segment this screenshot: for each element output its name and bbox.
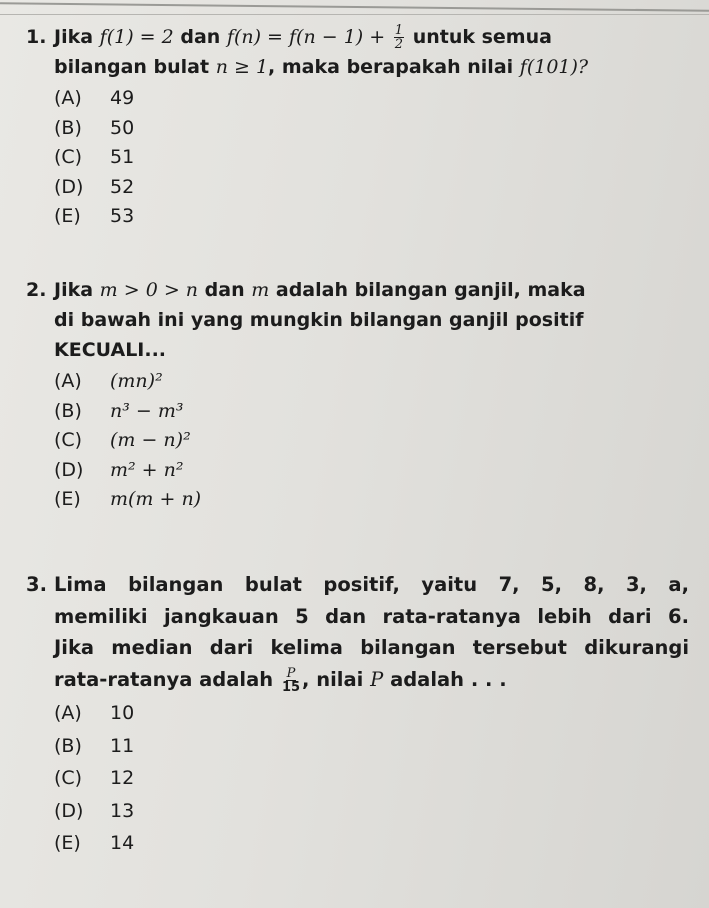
question-stem-line-2: memiliki jangkauan 5 dan rata-ratanya lebih dari 6. — [54, 604, 689, 628]
question-stem-line-2: bilangan bulat n ≥ 1, maka berapakah nilai f(101)? — [54, 56, 589, 78]
page-edge-line — [0, 2, 709, 11]
question-number: 1. — [26, 26, 47, 48]
question-stem-line-1: Lima bilangan bulat positif, yaitu 7, 5, 8, 3, a, — [54, 573, 689, 596]
option-c[interactable]: (C) 12 — [54, 767, 135, 789]
question-stem-line-1: Jika m > 0 > n dan m adalah bilangan ganjil, maka — [54, 279, 586, 301]
option-e[interactable]: (E) m(m + n) — [54, 488, 202, 510]
answer-options — [54, 367, 689, 515]
question-stem-line-4: rata-ratanya adalah $\frac{P}{15}$ , nilai P adalah . . . — [54, 665, 507, 695]
option-a[interactable]: (A) 10 — [54, 702, 135, 724]
question-number: 2. — [26, 279, 47, 301]
option-c[interactable]: (C) (m − n)² — [54, 429, 191, 451]
option-d[interactable]: (D) 52 — [54, 175, 135, 198]
option-b[interactable]: (B) 11 — [54, 734, 135, 757]
option-e[interactable]: (E) 14 — [54, 832, 135, 854]
fraction: $\frac{1}{2}$ — [394, 23, 404, 52]
question-2 — [26, 275, 689, 515]
question-number: 3. — [26, 573, 47, 596]
question-stem-line-2: di bawah ini yang mungkin bilangan ganjil positif — [54, 309, 584, 331]
question-stem-line-1: Jika f(1) = 2 dan f(n) = f(n − 1) + $\frac{1}{2}$ untuk semua — [54, 23, 552, 52]
option-e[interactable]: (E) 53 — [54, 205, 135, 227]
option-b[interactable]: (B) n³ − m³ — [54, 399, 184, 422]
option-d[interactable]: (D) m² + n² — [54, 458, 184, 481]
question-stem-line-3: KECUALI... — [54, 339, 167, 361]
option-d[interactable]: (D) 13 — [54, 799, 135, 822]
ruled-line — [0, 14, 709, 15]
option-a[interactable]: (A) 49 — [54, 87, 135, 109]
question-stem-line-3: Jika median dari kelima bilangan tersebut dikurangi — [54, 636, 689, 659]
fraction: $\frac{P}{15}$ — [281, 665, 301, 695]
option-a[interactable]: (A) (mn)² — [54, 370, 163, 392]
answer-options — [54, 697, 689, 860]
option-c[interactable]: (C) 51 — [54, 146, 135, 168]
question-3 — [26, 569, 689, 860]
answer-options — [54, 84, 689, 232]
question-1 — [26, 22, 689, 232]
option-b[interactable]: (B) 50 — [54, 116, 135, 139]
